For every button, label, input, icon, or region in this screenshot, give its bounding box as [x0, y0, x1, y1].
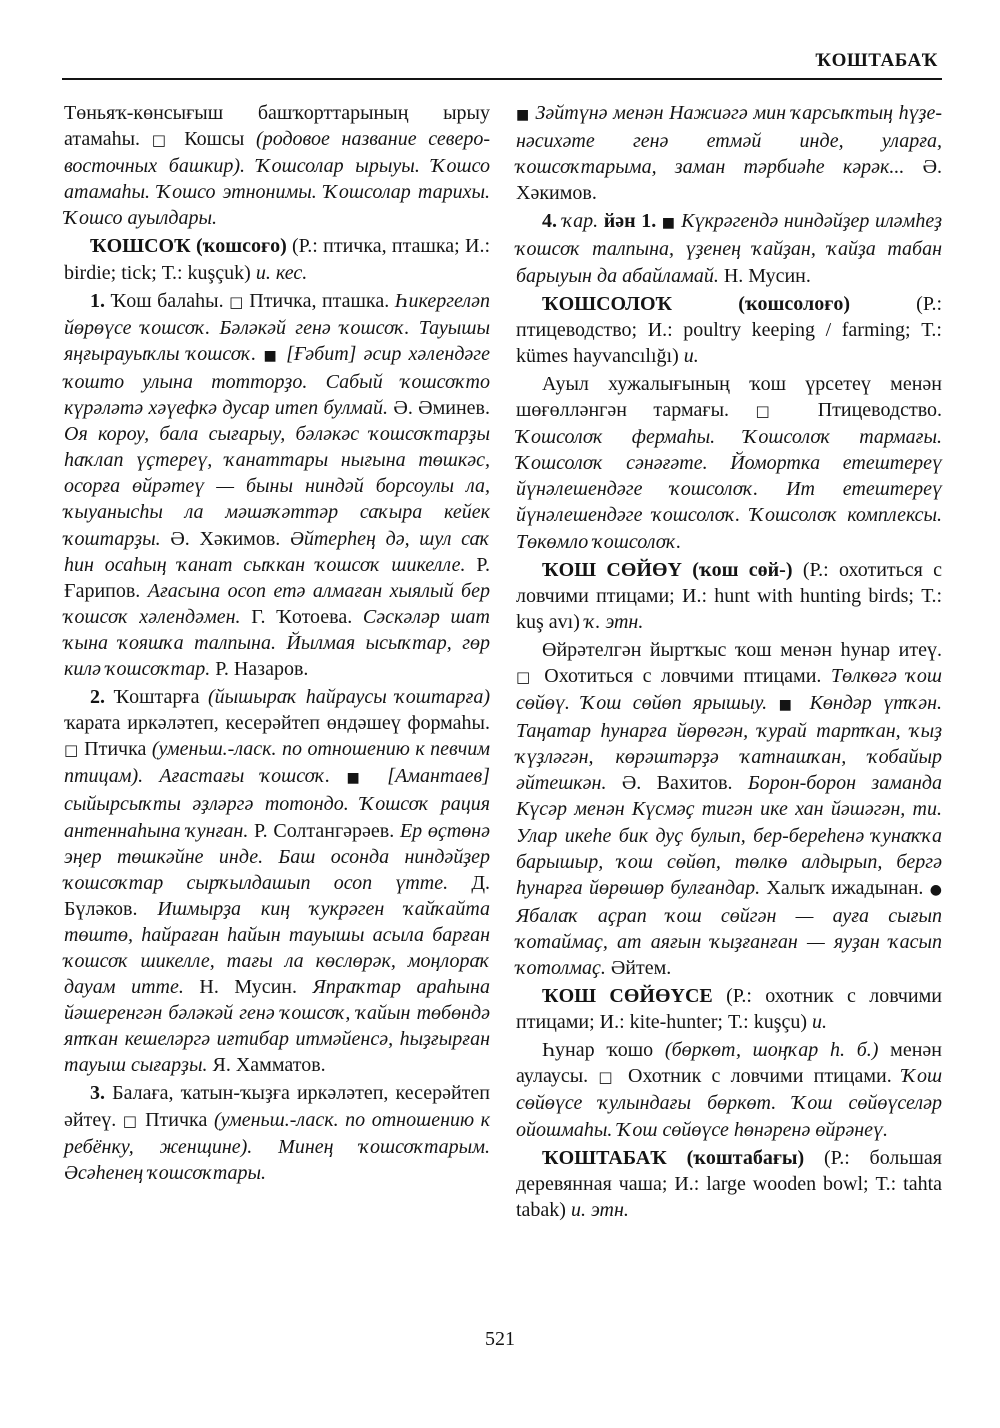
headword: ҠОШСОЛОҠ	[542, 292, 673, 315]
quote-marker-icon: ■	[346, 770, 371, 787]
running-head: ҠОШТАБАҠ	[815, 50, 938, 71]
quote: Зәйтүнә менән Нажиәгә мин ҡарсыҡтың һүҙе-нәсихәте генә етмәй инде, уларға, ҡошсоҡтарыма, заман тәрбиәһе кәрәк...	[516, 102, 943, 179]
russian-note-and-examples: (уменьш.-ласк. по отношению к певчим птицам). Ағастағы ҡошсоҡ.	[64, 738, 491, 788]
quote: Күкрәгендә ниндәйҙер иләмһеҙ ҡошсоҡ талпына, үҙенең ҡайҙан, ҡайҙа табан барыуын да абайламай.	[516, 210, 942, 287]
sense-number: 4.	[542, 210, 557, 233]
entry-continuation	[64, 100, 490, 231]
quote-author: Р. Солтангәрәев.	[254, 819, 395, 842]
grammar-label: и. этн.	[570, 1198, 629, 1221]
entry-koshtabak	[516, 1145, 942, 1223]
entry-kosh-soyou-body	[516, 637, 942, 981]
quote-marker-icon: ■	[778, 697, 799, 714]
proverb-marker-icon: ●	[929, 881, 942, 898]
russian-gloss: Птичка	[145, 1108, 208, 1131]
quote: Оя короу, бала сығарыу, бәләкәс ҡошсоҡтарҙы һаҡлап үҫтереү, ҡанаттары нығына төшкәс, осорға өйрәтеү — быны ниндәй борсоулы ла, ҡыуанысһы ла мәшәҡәттәр саҡыра кейек ҡоштарҙы.	[64, 423, 490, 550]
page-number: 521	[485, 1328, 515, 1350]
definition-text: Ҡоштарға	[113, 686, 200, 709]
quote-author: Я. Хамматов.	[212, 1054, 326, 1077]
russian-marker-icon: □	[151, 131, 173, 150]
quote: Көндәр үтҡән. Таңатар һунарға йөрөгән, ҡурай тартҡан, ҡыҙ ҡүҙләгән, көрәштәрҙә ҡатнашҡан, ҡобайыр әйтешкән.	[516, 692, 942, 795]
russian-note-and-examples: (родовое название северо-восточных башкир). Ҡошсолар ырыуы. Ҡошсо атамаһы. Ҡошсо этнонимы. Ҡошсолар тарихы. Ҡошсо ауылдары.	[64, 128, 490, 230]
quote-author: Халыҡ ижадынан.	[766, 876, 924, 899]
sense-3	[64, 1080, 490, 1185]
headword-form: (ҡоштабағы)	[686, 1146, 805, 1169]
definition-note: (йышыраҡ һайраусы ҡоштарға)	[207, 686, 491, 709]
russian-gloss: Птичка	[84, 738, 147, 761]
cross-reference-target: йән 1.	[603, 210, 657, 233]
header-rule	[62, 78, 942, 80]
entry-koshsolok-body	[516, 371, 942, 555]
definition-text: Ауыл хужалығының ҡош үрсетеү менән шөғөлләнгән тармағы.	[516, 372, 942, 422]
russian-note-and-examples: (уменьш.-ласк. по отношению к ребёнку, женщине). Минең ҡошсоҡтарым. Әсәһенең ҡошсоҡтары.	[64, 1108, 491, 1184]
headword-form: (ҡошсоғо)	[195, 235, 287, 258]
russian-marker-icon: □	[598, 1068, 618, 1087]
quote: Борон-борон заманда Күсәр менән Күсмәҫ тигән ике хан йәшәгән, ти. Улар икеһе бик дуҫ булып, бер-береһенә ҡунаҡҡа барышыр, ҡош сөйөп, төлкө алдырып, бергә һунарға йөрөшөр булғандар.	[516, 772, 942, 899]
definition-text: Һунар ҡошо	[542, 1039, 654, 1062]
definition-text: Балаға, ҡатын-ҡыҙға иркәләтеп, кесерәйтеп әйтеү.	[64, 1082, 490, 1131]
entry-koshsok	[64, 233, 490, 285]
russian-marker-icon: □	[122, 1111, 139, 1130]
quote-author: Ә. Хәкимов.	[516, 156, 943, 205]
quote-marker-icon: ■	[661, 215, 676, 232]
russian-marker-icon: □	[755, 402, 792, 421]
sense-number: 1.	[90, 289, 105, 312]
right-column	[516, 100, 942, 1223]
examples: Ҡошсолоҡ фермаһы. Ҡошсолоҡ тармағы. Ҡошсолоҡ сәнәғәте. Йоморткa етештереү йүнәлешендәге ҡошсолоҡ. Ит етештереү йүнәлешендәге ҡошсолоҡ. Ҡошсолоҡ комплексы. Төкөмло ҡошсолоҡ.	[516, 426, 942, 553]
definition-text: Өйрәтелгән йыртҡыс ҡош менән һунар итеү.	[542, 638, 942, 661]
russian-gloss: Птичка, пташка.	[249, 289, 390, 312]
quote-author: Н. Мусин.	[723, 264, 811, 287]
headword: ҠОШ СӨЙӨҮСЕ	[542, 985, 713, 1008]
russian-marker-icon: □	[64, 741, 79, 760]
examples: Төлкөгә ҡош сөйөү. Ҡош сөйөп ярышыу.	[516, 664, 943, 715]
headword: ҠОШ СӨЙӨҮ	[542, 558, 682, 581]
russian-gloss: Птицеводство.	[817, 399, 942, 422]
translations: (Р.: большая деревянная чаша; И.: large wooden bowl; Т.: tahta tabak)	[516, 1146, 943, 1221]
sense-2	[64, 684, 490, 1078]
sense-1	[64, 288, 490, 682]
sense-number: 3.	[90, 1082, 105, 1105]
quote: [Ғәбит] әсир хәлендәге ҡошто улына тотторҙо. Сабый ҡошсоҡто күрәләтә хәүефкә дусар итеп булмай.	[64, 342, 490, 420]
translations: (Р.: охотиться с ловчими птицами; И.: hunt with hunting birds; Т.: kuş avı)	[516, 558, 943, 633]
headword: ҠОШТАБАҠ	[542, 1146, 667, 1169]
quote-author: Н. Мусин.	[199, 976, 298, 999]
headword-form: (ҡош сөй-)	[692, 558, 793, 581]
quote-author: Д. Бүләков.	[64, 871, 490, 920]
definition-text: Төньяҡ-көнсығыш башҡорттарының ырыу атамаһы.	[64, 102, 490, 151]
entry-kosh-soyouse-body	[516, 1037, 942, 1142]
sense-4	[516, 208, 942, 288]
quote-author: Ә. Әминев.	[393, 397, 490, 420]
grammar-label: и.	[812, 1011, 828, 1034]
definition-text: менән аулаусы.	[516, 1039, 942, 1088]
quote-author: Г. Ҡотоева.	[251, 605, 353, 628]
entry-kosh-soyou	[516, 557, 942, 635]
left-column	[64, 100, 490, 1186]
quote-author: Ә. Вахитов.	[621, 772, 733, 795]
quote: Сәскәләр шат ҡына ҡояшҡа талпына. Йылмая ысыҡтар, гөр килә ҡошсоҡтар.	[64, 605, 490, 680]
translations: (Р.: птицеводство; И.: poultry keeping / farming; Т.: kümes hayvancılığı)	[516, 292, 942, 367]
quote: Ағасына осоп етә алмаған хыялый бер ҡошсоҡ хәлендәмен.	[64, 579, 490, 628]
quote: Ер өҫтөнә эңер төшкәйне инде. Баш осонда ниндәйҙер ҡошсоҡтар сырҡылдашып осоп үтте.	[64, 819, 491, 894]
cross-reference-label: ҡар.	[562, 210, 599, 233]
definition-note: (бөркөт, шоңҡар һ. б.)	[664, 1039, 879, 1062]
proverb: Ябалаҡ аҫрап ҡош сөйгән — ауға сығып ҡотаймаҫ, ат аяғын ҡыҙғанған — яуҙан ҡасып ҡотолмаҫ.	[516, 904, 942, 979]
russian-marker-icon: □	[516, 667, 535, 686]
quote: Япраҡтар араһына йәшеренгән бәләкәй генә ҡошсоҡ, ҡайын төбөндә ятҡан кешеләргә иғтибар итмәйенсә, һыҙғырған тауыш сығарҙы.	[64, 976, 491, 1077]
quote-marker-icon: ■	[263, 347, 279, 364]
quote-author: Ә. Хәкимов.	[170, 527, 281, 550]
grammar-label: ҡ. этн.	[584, 610, 644, 633]
headword-form: (ҡошсолоғо)	[738, 292, 851, 315]
examples: Ҡош сөйөүсе ҡулындағы бөркөт. Ҡош сөйөүселәр ойошмаһы. Ҡош сөйөүсе һөнәренә өйрәнеү.	[516, 1065, 943, 1141]
headword: ҠОШСОҠ	[90, 235, 191, 258]
definition-text: ҡарата иркәләтеп, кесерәйтеп өндәшеү формаһы.	[64, 712, 490, 735]
quote: [Амантаев] сыйырсыҡты әҙләргә тотондо. Ҡошсоҡ рация антеннаһына ҡунған.	[64, 765, 491, 842]
russian-marker-icon: □	[229, 292, 244, 311]
quote: Әйтерһең дә, шул саҡ һин осаһың ҡанат сыҡкан ҡошсоҡ шикелле.	[64, 527, 490, 576]
entry-koshsolok	[516, 291, 942, 369]
definition-text: Ҡош балаһы.	[110, 289, 224, 312]
examples: Һикергеләп йөрөүсе ҡошсоҡ. Бәләкәй генә ҡошсоҡ. Тауышы яңғырауыҡлы ҡошсоҡ.	[64, 289, 490, 365]
proverb-source: Әйтем.	[610, 957, 672, 979]
quote-author: Р. Ғарипов.	[64, 553, 490, 602]
grammar-label: и. кес.	[255, 261, 308, 284]
russian-gloss: Охотник с ловчими птицами.	[628, 1065, 892, 1088]
sense-3-continuation	[516, 100, 942, 206]
russian-gloss: Охотиться с ловчими птицами.	[544, 664, 822, 687]
sense-number: 2.	[90, 686, 105, 709]
quote-marker-icon: ■	[516, 107, 530, 123]
translations: (Р.: охотник с ловчими птицами; И.: kite-hunter; Т.: kuşçu)	[516, 985, 942, 1034]
quote-author: Р. Назаров.	[215, 657, 309, 680]
translations: (Р.: птичка, пташка; И.: birdie; tick; Т.: kuşçuk)	[64, 235, 490, 284]
quote: Ишмырҙа киң ҡукрәген ҡайҡайта төштө, һайраған һайын тауышы асыла барған ҡошсоҡ шикелле, тағы ла көслөрәк, моңлораҡ дауам итте.	[64, 897, 491, 999]
grammar-label: и.	[683, 344, 699, 367]
russian-gloss: Кошсы	[184, 128, 245, 151]
entry-kosh-soyouse	[516, 983, 942, 1035]
